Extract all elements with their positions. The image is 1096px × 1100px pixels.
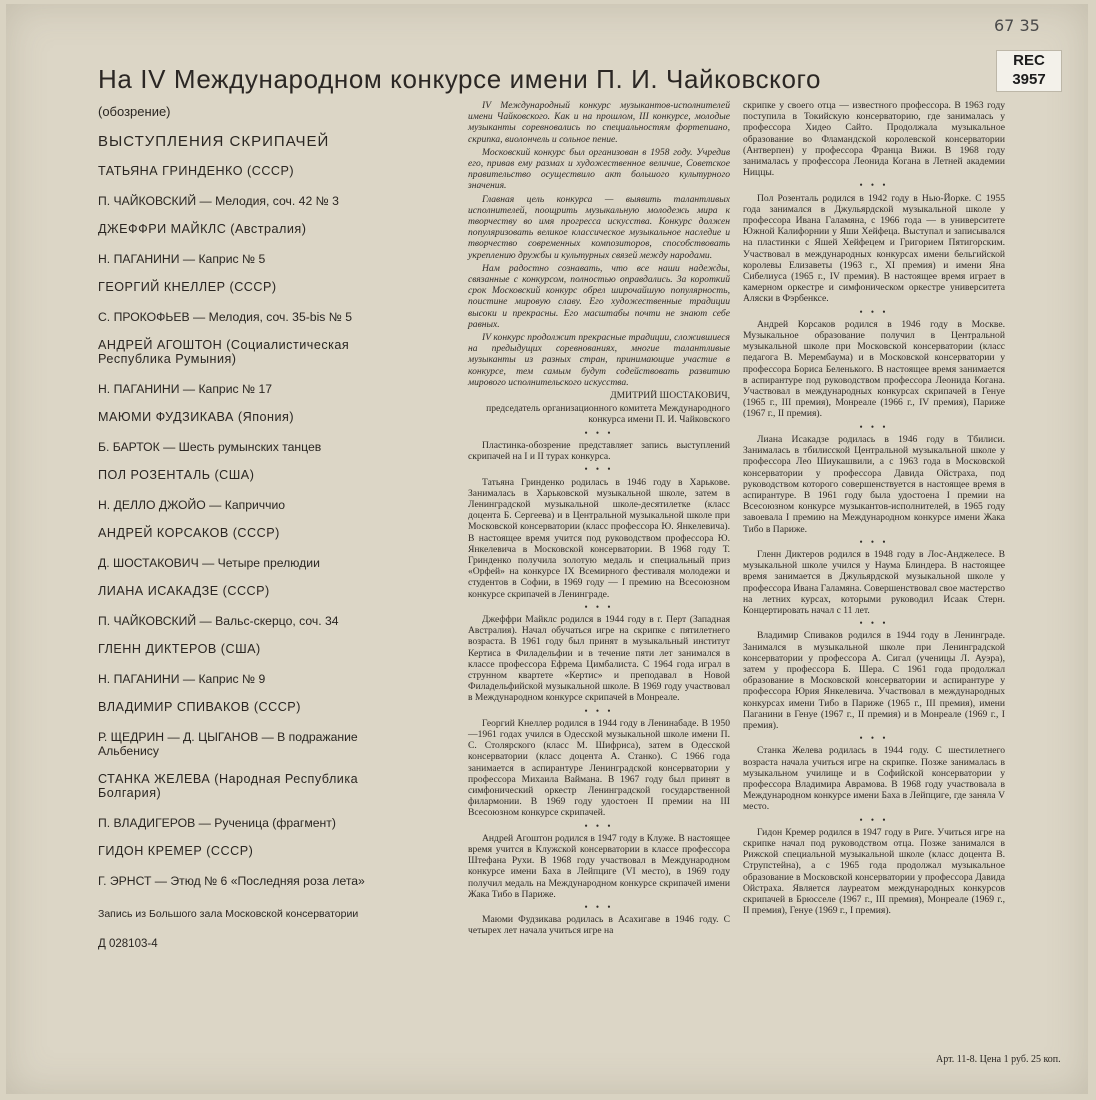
piece-title: Н. ПАГАНИНИ — Каприс № 17	[98, 382, 273, 396]
performer-name: ГИДОН КРЕМЕР (СССР)	[98, 844, 254, 858]
separator-dots: • • •	[584, 902, 614, 913]
performer-entry	[98, 844, 418, 888]
performer-name: АНДРЕЙ КОРСАКОВ (СССР)	[98, 526, 280, 540]
biographies-a	[468, 428, 730, 937]
signature-name: ДМИТРИЙ ШОСТАКОВИЧ,	[610, 390, 730, 402]
archive-stamp	[996, 50, 1062, 92]
biography-paragraph: Лиана Исакадзе родилась в 1946 году в Тбилиси. Занималась в тбилисской Центральной музыкальной школе у профессора Лео Шиукашвили, а с 1963 года в Московской консерватории у профессора Давида Ойстраха, под руководством которого совершенствуется в настоящее время в аспирантуре. В 1961 году была удостоена I премии на Всесоюзном конкурсе музыкантов-исполнителей, в 1965 году завоевала I премию на Международном конкурсе имени Жака Тибо в Париже.	[743, 433, 1005, 535]
biography-paragraph: Гидон Кремер родился в 1947 году в Риге. Учиться игре на скрипке начал под руководством отца. Позже занимался в Рижской специальной музыкальной школе (класс доцента В. Струпстейна), а с 1965 года продолжал музыкальное образование в Московской консерватории у профессора Давида Ойстраха. Является лауреатом международных конкурсов скрипачей в Брюсселе (1967 г., III премия), Монреале (1969 г., II премия), Генуе (1969 г., I премия).	[743, 826, 1005, 917]
biography-paragraph: Андрей Корсаков родился в 1946 году в Москве. Музыкальное образование получил в Центральной музыкальной школе при Московской консерватории (класс педагога В. Мерембаума) и в Московской консерватории у профессора Бориса Беленького. В настоящее время занимается в аспирантуре под руководством профессора Леонида Когана. Участвовал в международных конкурсах скрипачей в Генуе (1965 г., III премия), Монреале (1966 г., IV премия), Париже (1967 г., II премия).	[743, 318, 1005, 420]
biography-paragraph: Андрей Агоштон родился в 1947 году в Клуже. В настоящее время учится в Клужской консерватории в классе профессора Штефана Рухи. В 1968 году участвовал в Международном конкурсе имени Баха в Лейпциге (VI место), в 1969 году получил медаль на Международном конкурсе скрипачей имени Жака Тибо в Париже.	[468, 832, 730, 900]
biography-paragraph: Владимир Спиваков родился в 1944 году в Ленинграде. Занимался в музыкальной школе при Ленинградской консерватории у профессора А. Сигал (ученицы Л. Ауэра), затем у профессора Б. Шера. С 1961 года продолжал образование в Московской консерватории и аспирантуре у профессора Юрия Янкелевича. Участвовал в международных конкурсах имени Тибо в Париже (1965 г., III премия), имени Паганини в Генуе (1967 г., II премия) и в Монреале (1969 г., I премия).	[743, 630, 1005, 731]
piece-title: П. ЧАЙКОВСКИЙ — Мелодия, соч. 42 № 3	[98, 194, 339, 208]
pencil-note: 67 35	[994, 16, 1040, 35]
biography-paragraph: Георгий Кнеллер родился в 1944 году в Ленинабаде. В 1950—1961 годах учился в Одесской музыкальной школе имени П. С. Столярского (класс М. Шифриса), затем в Одесской консерватории (класс доцента А. Станко). С 1966 года занимается в аспирантуре Ленинградской консерватории у профессора Михаила Ваймана. В 1967 году был принят в симфонический оркестр Ленинградской государственной филармонии. В 1969 году удостоен II премии на III Всесоюзном конкурсе скрипачей.	[468, 717, 730, 819]
piece-title: С. ПРОКОФЬЕВ — Мелодия, соч. 35-bis № 5	[98, 310, 352, 324]
foreword-paragraph: Главная цель конкурса — выявить талантливых исполнителей, поощрить музыкальную молодежь мира к творчеству во имя прогресса искусства. Конкурс должен популяризовать великое классическое музыкальное наследие и творчество современных композиторов, способствовать укреплению дружбы и культурных связей между народами.	[468, 193, 730, 261]
separator-dots: • • •	[859, 618, 889, 629]
performer-name: ВЛАДИМИР СПИВАКОВ (СССР)	[98, 700, 301, 714]
biography-paragraph: скрипке у своего отца — известного профессора. В 1963 году поступила в Токийскую консерваторию, где занималась у профессора Хидео Сайто. Продолжала музыкальное образование во Фламандской королевской консерватории (Антверпен) у профессора Франца Вижи. В 1968 году занималась у профессора Леонида Когана в Летней академии Ниццы.	[743, 100, 1005, 179]
performer-entry	[98, 526, 418, 570]
foreword-paragraph: IV Международный конкурс музыкантов-исполнителей имени Чайковского. Как и на прошлом, III конкурсе, молодые музыканты соревновались по специальностям фортепиано, скрипка, виолончель и сольное пение.	[468, 100, 730, 145]
biography-paragraph: Пол Розенталь родился в 1942 году в Нью-Йорке. С 1955 года занимался в Джульярдской музыкальной школе у профессора Ивана Галамяна, с 1966 года — в университете Южной Калифорнии у Яши Хейфеца. Выступал и записывался на пластинки с Яшей Хейфецем и Григорием Пятигорским. Участвовал в международных конкурсах имени бельгийской королевы Елизаветы (1963 г., XI премия) и имени Яна Сибелиуса (1965 г., IV премия). В настоящее время играет в камерном оркестре и симфоническом оркестре университета Аляски в Фэрбенксе.	[743, 192, 1005, 305]
performer-list	[98, 164, 418, 888]
performer-entry	[98, 338, 418, 396]
biography-paragraph: Джеффри Майклс родился в 1944 году в г. Перт (Западная Австралия). Начал обучаться игре на скрипке с пятилетнего возраста. В 1961 году был принят в музыкальный институт Кертиса в Филадельфии и в течение пяти лет занимался в классе профессора Ефрема Цимбалиста. С 1964 года играл в струнном квартете «Кертис» и преподавал в Новой Филадельфийской музыкальной школе. В 1969 году участвовал в Международном конкурсе скрипачей в Монреале.	[468, 613, 730, 704]
performer-entry	[98, 700, 418, 758]
record-sleeve-back	[6, 4, 1088, 1094]
catalog-number: Д 028103-4	[98, 938, 158, 950]
stamp-line-2: 3957	[1012, 71, 1046, 88]
foreword	[468, 100, 730, 388]
piece-title: Р. ЩЕДРИН — Д. ЦЫГАНОВ — В подражание Альбенису	[98, 730, 358, 758]
piece-title: П. ВЛАДИГЕРОВ — Рученица (фрагмент)	[98, 816, 336, 830]
recording-note: Запись из Большого зала Московской консерватории	[98, 908, 359, 920]
price-line: Арт. 11-8. Цена 1 руб. 25 коп.	[936, 1054, 1061, 1065]
text-column-2	[468, 100, 730, 939]
section-heading: ВЫСТУПЛЕНИЯ СКРИПАЧЕЙ	[98, 133, 330, 150]
biography-paragraph: Гленн Диктеров родился в 1948 году в Лос-Анджелесе. В музыкальной школе учился у Наума Блиндера. В настоящее время занимается в Джульярдской музыкальной школе у профессора Ивана Галамяна. Совершенствовал свое мастерство на летних курсах, которыми руководил Исаак Стерн. Концертировать начал с 11 лет.	[743, 548, 1005, 616]
separator-dots: • • •	[859, 306, 889, 317]
biography-paragraph: Татьяна Гринденко родилась в 1946 году в Харькове. Занималась в Харьковской музыкальной школе, затем в Ленинградской музыкальной школе-десятилетке (класс доцента Б. Сергеева) и в Центральной музыкальной школе при Московской консерватории (класс профессора Ю. Янкелевича). В настоящее время учится под руководством профессора Ю. Янкелевича в Московской консерватории. В 1968 году Т. Гринденко получила золотую медаль и специальный приз «Орфей» на конкурсе IX Всемирного фестиваля молодежи и студентов в Софии, в 1969 году — I премию на Всесоюзном конкурсе скрипачей в Ленинграде.	[468, 476, 730, 600]
piece-title: П. ЧАЙКОВСКИЙ — Вальс-скерцо, соч. 34	[98, 614, 339, 628]
performer-entry	[98, 164, 418, 208]
performer-entry	[98, 642, 418, 686]
separator-dots: • • •	[584, 601, 614, 612]
performer-entry	[98, 468, 418, 512]
separator-dots: • • •	[859, 421, 889, 432]
performer-name: СТАНКА ЖЕЛЕВА (Народная Республика Болгария)	[98, 772, 359, 800]
separator-dots: • • •	[859, 536, 889, 547]
separator-dots: • • •	[584, 705, 614, 716]
foreword-paragraph: Московский конкурс был организован в 1958 году. Учредив его, привав ему размах и художественное величие, Советское правительство осуществило акт большого культурного значения.	[468, 146, 730, 192]
piece-title: Д. ШОСТАКОВИЧ — Четыре прелюдии	[98, 556, 320, 570]
page-title: На IV Международном конкурсе имени П. И. Чайковского	[98, 64, 822, 94]
separator-dots: • • •	[859, 814, 889, 825]
archive-marks	[982, 12, 1078, 92]
piece-title: Б. БАРТОК — Шесть румынских танцев	[98, 440, 322, 454]
performer-entry	[98, 772, 418, 830]
biography-paragraph: Маюми Фудзикава родилась в Асахигаве в 1946 году. С четырех лет начала учиться игре на	[468, 914, 730, 937]
signature-role: председатель организационного комитета Международного конкурса имени П. И. Чайковского	[486, 403, 730, 426]
biographies-b	[743, 100, 1005, 916]
biography-paragraph: Станка Желева родилась в 1944 году. С шестилетнего возраста начала учиться игре на скрипке. Позже занималась в музыкальном училище и в Софийской консерватории у профессора Владимира Аврамова. В 1968 году участвовала в Международном конкурсе имени Баха в Лейпциге, где заняла V место.	[743, 745, 1005, 813]
separator-dots: • • •	[859, 733, 889, 744]
foreword-paragraph: Нам радостно сознавать, что все наши надежды, связанные с конкурсом, полностью оправдались. За короткий срок Московский конкурс обрел широчайшую популярность, поистине мировую славу. Его художественные традиции высоки и прекрасны. Его масштабы почти не знают себе равных.	[468, 262, 730, 330]
performer-name: ПОЛ РОЗЕНТАЛЬ (США)	[98, 468, 255, 482]
subtitle: (обозрение)	[98, 104, 171, 119]
piece-title: Н. ДЕЛЛО ДЖОЙО — Каприччио	[98, 498, 286, 512]
track-list	[98, 104, 418, 950]
text-column-3	[743, 100, 1005, 918]
performer-name: МАЮМИ ФУДЗИКАВА (Япония)	[98, 410, 295, 424]
performer-name: ГЕОРГИЙ КНЕЛЛЕР (СССР)	[98, 280, 277, 294]
separator-dots: • • •	[584, 427, 614, 438]
performer-entry	[98, 584, 418, 628]
performer-name: АНДРЕЙ АГОШТОН (Социалистическая Республика Румыния)	[98, 338, 350, 366]
stamp-line-1: REC	[1013, 52, 1045, 69]
separator-dots: • • •	[584, 464, 614, 475]
piece-title: Г. ЭРНСТ — Этюд № 6 «Последняя роза лета»	[98, 874, 365, 888]
foreword-paragraph: IV конкурс продолжит прекрасные традиции, сложившиеся на предыдущих соревнованиях, многие талантливые музыканты из разных стран, принимающие участие в конкурсе, тем самым будут содействовать развитию мирового исполнительского искусства.	[468, 332, 730, 388]
performer-name: ДЖЕФФРИ МАЙКЛС (Австралия)	[98, 222, 307, 236]
separator-dots: • • •	[584, 820, 614, 831]
biography-paragraph: Пластинка-обозрение представляет запись выступлений скрипачей на I и II турах конкурса.	[468, 439, 730, 463]
performer-entry	[98, 280, 418, 324]
performer-name: ГЛЕНН ДИКТЕРОВ (США)	[98, 642, 261, 656]
performer-name: ТАТЬЯНА ГРИНДЕНКО (СССР)	[98, 164, 295, 178]
performer-entry	[98, 222, 418, 266]
performer-entry	[98, 410, 418, 454]
separator-dots: • • •	[859, 180, 889, 191]
piece-title: Н. ПАГАНИНИ — Каприс № 9	[98, 672, 266, 686]
piece-title: Н. ПАГАНИНИ — Каприс № 5	[98, 252, 266, 266]
performer-name: ЛИАНА ИСАКАДЗЕ (СССР)	[98, 584, 270, 598]
